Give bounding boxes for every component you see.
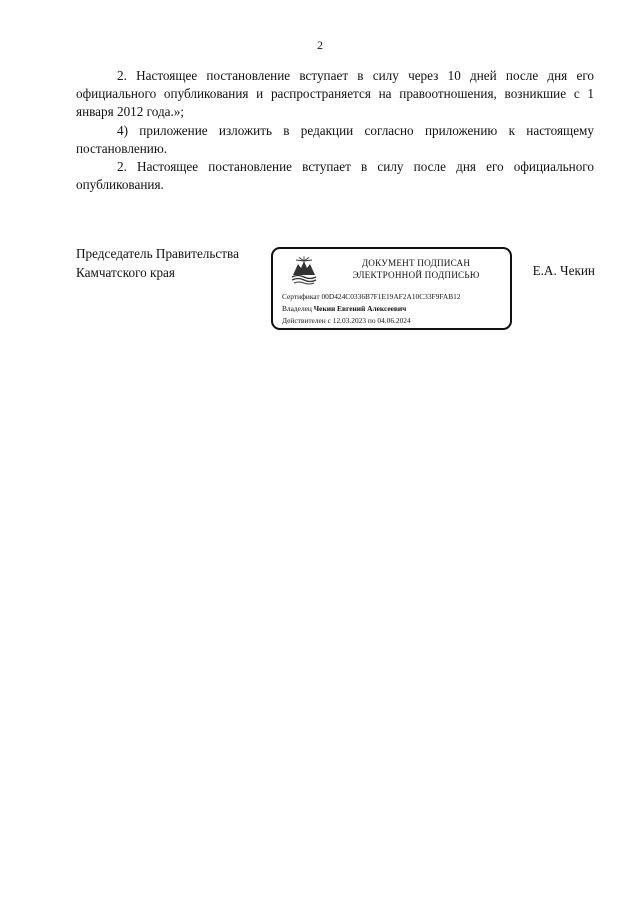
validity-label: Действителен	[282, 316, 326, 326]
stamp-details	[282, 291, 510, 328]
validity-from: 12.03.2023	[332, 316, 367, 326]
paragraph-2: 4) приложение изложить в редакции согласно приложению к настоящему постановлению.	[76, 122, 594, 156]
stamp-heading	[325, 258, 507, 281]
owner-row	[282, 303, 510, 315]
signer-position	[76, 245, 239, 282]
signer-position-line-2: Камчатского края	[76, 264, 175, 280]
validity-row	[282, 315, 510, 327]
page-number: 2	[317, 38, 323, 52]
owner-label: Владелец	[282, 304, 312, 314]
signer-position-line-1: Председатель Правительства	[76, 246, 239, 261]
document-body	[76, 67, 594, 194]
validity-to: 04.06.2024	[377, 316, 411, 326]
validity-from-label: с	[327, 316, 331, 326]
electronic-signature-stamp	[271, 247, 512, 330]
validity-to-label: по	[367, 316, 376, 326]
certificate-label: Сертификат	[282, 292, 320, 301]
paragraph-3: 2. Настоящее постановление вступает в силу после дня его официального опубликования.	[76, 159, 594, 193]
paragraph-1: 2. Настоящее постановление вступает в силу через 10 дней после дня его официального опубликования и распространяется на правоотношения, возникшие с 1 января 2012 года.»;	[76, 68, 594, 120]
stamp-heading-line-1: ДОКУМЕНТ ПОДПИСАН	[361, 258, 471, 268]
certificate-row	[282, 291, 510, 303]
certificate-value: 00D424C0336B7F1E19AF2A10C33F9FAB12	[321, 292, 461, 301]
signer-name: Е.А. Чекин	[532, 263, 595, 278]
owner-value: Чекин Евгений Алексеевич	[313, 304, 407, 314]
stamp-heading-line-2: ЭЛЕКТРОННОЙ ПОДПИСЬЮ	[352, 269, 480, 280]
regional-emblem-icon	[289, 255, 319, 285]
